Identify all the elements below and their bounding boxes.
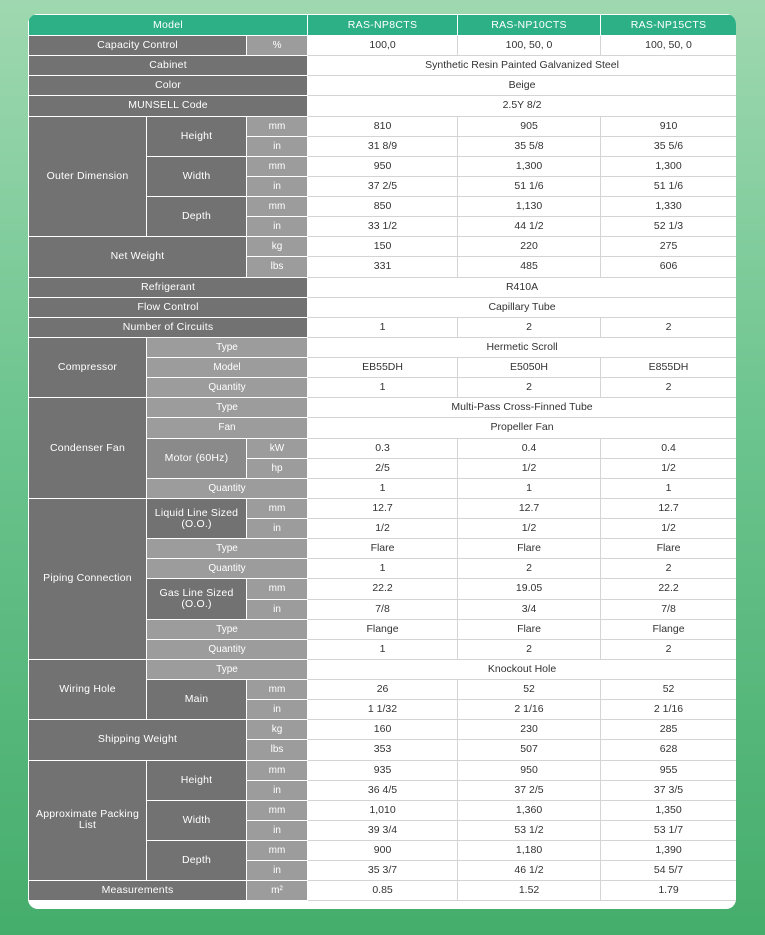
group-label: Condenser Fan [29,398,147,499]
cell-value: 1 [308,559,458,579]
unit-label: in [247,217,308,237]
cell-value: 150 [308,237,458,257]
cell-value: 160 [308,720,458,740]
cell-value: 0.4 [601,438,736,458]
cell-value: 220 [458,237,601,257]
table-row [29,659,737,679]
cell-value: 1/2 [458,458,601,478]
cell-value: 1,330 [601,197,736,217]
sub-label: Type [147,659,308,679]
cell-value: 331 [308,257,458,277]
cell-value: 51 1/6 [601,176,736,196]
cell-value: 275 [601,237,736,257]
cell-value: 100, 50, 0 [458,36,601,56]
unit-label: mm [247,800,308,820]
unit-label: in [247,136,308,156]
cell-value: 39 3/4 [308,820,458,840]
cell-value: 1 [308,639,458,659]
unit-label: mm [247,156,308,176]
sub-label: Fan [147,418,308,438]
cell-value: 1,390 [601,841,736,861]
row-label: Measurements [29,881,247,901]
group-label: Piping Connection [29,498,147,659]
spec-table-container [28,14,736,909]
table-row [29,398,737,418]
cell-value: 52 1/3 [601,217,736,237]
group-label: Wiring Hole [29,659,147,719]
sub-label: Depth [147,841,247,881]
sub-label: Quantity [147,559,308,579]
cell-value: 606 [601,257,736,277]
unit-label: in [247,176,308,196]
row-label: Color [29,76,308,96]
cell-value: 2 1/16 [458,700,601,720]
model-name: RAS-NP8CTS [308,15,458,36]
table-row [29,36,737,56]
cell-value: Beige [308,76,736,96]
table-row [29,337,737,357]
cell-value: 1,360 [458,800,601,820]
cell-value: 19.05 [458,579,601,599]
table-row [29,116,737,136]
sub-label: Type [147,619,308,639]
table-row [29,881,737,901]
cell-value: 0.85 [308,881,458,901]
cell-value: 2 [458,559,601,579]
row-label: Flow Control [29,297,308,317]
cell-value: 22.2 [308,579,458,599]
table-row [29,237,737,257]
cell-value: 285 [601,720,736,740]
cell-value: 2/5 [308,458,458,478]
unit-label: in [247,700,308,720]
row-label: Number of Circuits [29,317,308,337]
cell-value: 1,300 [458,156,601,176]
cell-value: 230 [458,720,601,740]
table-row [29,498,737,518]
cell-value: 1 [458,478,601,498]
sub-label: Gas Line Sized (O.O.) [147,579,247,619]
cell-value: Flare [601,539,736,559]
cell-value: 53 1/7 [601,820,736,840]
cell-value: 1 1/32 [308,700,458,720]
cell-value: 1,180 [458,841,601,861]
cell-value: 1,350 [601,800,736,820]
cell-value: 2 [458,639,601,659]
cell-value: 2 [601,639,736,659]
group-label: Approximate Packing List [29,760,147,881]
cell-value: 12.7 [458,498,601,518]
cell-value: 35 5/6 [601,136,736,156]
cell-value: Synthetic Resin Painted Galvanized Steel [308,56,736,76]
cell-value: 54 5/7 [601,861,736,881]
cell-value: 1,010 [308,800,458,820]
unit-label: kW [247,438,308,458]
sub-label: Type [147,337,308,357]
sub-label: Motor (60Hz) [147,438,247,478]
cell-value: 0.4 [458,438,601,458]
cell-value: 35 5/8 [458,136,601,156]
sub-label: Height [147,116,247,156]
cell-value: 900 [308,841,458,861]
group-label: Compressor [29,337,147,397]
cell-value: 935 [308,760,458,780]
cell-value: Flare [458,619,601,639]
cell-value: 52 [601,680,736,700]
cell-value: Flange [308,619,458,639]
cell-value: 850 [308,197,458,217]
row-label: Capacity Control [29,36,247,56]
sub-label: Quantity [147,478,308,498]
unit-label: in [247,820,308,840]
cell-value: 955 [601,760,736,780]
cell-value: 37 2/5 [308,176,458,196]
model-name: RAS-NP15CTS [601,15,736,36]
cell-value: 12.7 [308,498,458,518]
cell-value: 51 1/6 [458,176,601,196]
cell-value: 2.5Y 8/2 [308,96,736,116]
cell-value: 7/8 [308,599,458,619]
cell-value: 37 2/5 [458,780,601,800]
cell-value: 950 [458,760,601,780]
unit-label: lbs [247,740,308,760]
header-row [29,15,737,36]
cell-value: 44 1/2 [458,217,601,237]
header-model-label: Model [29,15,308,36]
table-row [29,56,737,76]
cell-value: 628 [601,740,736,760]
cell-value: 1 [308,317,458,337]
group-label: Shipping Weight [29,720,247,760]
cell-value: Capillary Tube [308,297,736,317]
unit-label: in [247,599,308,619]
cell-value: 2 [601,559,736,579]
cell-value: 46 1/2 [458,861,601,881]
unit-label: mm [247,579,308,599]
unit-label: lbs [247,257,308,277]
cell-value: Flare [458,539,601,559]
table-row [29,317,737,337]
cell-value: 1/2 [601,519,736,539]
cell-value: 2 [601,378,736,398]
spec-table [28,14,736,901]
row-label: MUNSELL Code [29,96,308,116]
cell-value: 1.52 [458,881,601,901]
cell-value: 12.7 [601,498,736,518]
unit-label: hp [247,458,308,478]
sub-label: Model [147,358,308,378]
unit-label: in [247,780,308,800]
cell-value: 22.2 [601,579,736,599]
unit-label: mm [247,760,308,780]
cell-value: Hermetic Scroll [308,337,736,357]
cell-value: 1/2 [601,458,736,478]
cell-value: 7/8 [601,599,736,619]
unit-label: in [247,861,308,881]
cell-value: Flare [308,539,458,559]
cell-value: 1 [308,478,458,498]
sub-label: Main [147,680,247,720]
unit-label: mm [247,841,308,861]
cell-value: 1 [308,378,458,398]
sub-label: Height [147,760,247,800]
unit-label: mm [247,498,308,518]
group-label: Outer Dimension [29,116,147,237]
cell-value: Flange [601,619,736,639]
sub-label: Quantity [147,378,308,398]
unit-label: mm [247,197,308,217]
cell-value: 353 [308,740,458,760]
cell-value: Propeller Fan [308,418,736,438]
cell-value: 100,0 [308,36,458,56]
cell-value: 507 [458,740,601,760]
cell-value: 910 [601,116,736,136]
cell-value: 1,300 [601,156,736,176]
cell-value: R410A [308,277,736,297]
sub-label: Type [147,539,308,559]
row-label: Cabinet [29,56,308,76]
cell-value: 35 3/7 [308,861,458,881]
cell-value: Multi-Pass Cross-Finned Tube [308,398,736,418]
model-name: RAS-NP10CTS [458,15,601,36]
unit-label: mm [247,680,308,700]
sub-label: Liquid Line Sized (O.O.) [147,498,247,538]
cell-value: 52 [458,680,601,700]
cell-value: 31 8/9 [308,136,458,156]
table-row [29,760,737,780]
sub-label: Type [147,398,308,418]
cell-value: 0.3 [308,438,458,458]
cell-value: EB55DH [308,358,458,378]
table-row [29,277,737,297]
unit-label: kg [247,720,308,740]
cell-value: 3/4 [458,599,601,619]
table-row [29,720,737,740]
cell-value: 26 [308,680,458,700]
cell-value: 2 [458,317,601,337]
cell-value: 1.79 [601,881,736,901]
cell-value: 2 [601,317,736,337]
unit-label: % [247,36,308,56]
table-row [29,76,737,96]
cell-value: 1/2 [458,519,601,539]
cell-value: 53 1/2 [458,820,601,840]
sub-label: Width [147,800,247,840]
cell-value: 905 [458,116,601,136]
unit-label: m² [247,881,308,901]
sub-label: Depth [147,197,247,237]
cell-value: E855DH [601,358,736,378]
unit-label: kg [247,237,308,257]
table-row [29,297,737,317]
cell-value: Knockout Hole [308,659,736,679]
cell-value: 37 3/5 [601,780,736,800]
cell-value: 485 [458,257,601,277]
unit-label: in [247,519,308,539]
group-label: Net Weight [29,237,247,277]
cell-value: 1 [601,478,736,498]
cell-value: E5050H [458,358,601,378]
sub-label: Width [147,156,247,196]
cell-value: 33 1/2 [308,217,458,237]
table-row [29,96,737,116]
cell-value: 950 [308,156,458,176]
cell-value: 1/2 [308,519,458,539]
unit-label: mm [247,116,308,136]
cell-value: 100, 50, 0 [601,36,736,56]
cell-value: 2 1/16 [601,700,736,720]
cell-value: 810 [308,116,458,136]
sub-label: Quantity [147,639,308,659]
cell-value: 2 [458,378,601,398]
cell-value: 1,130 [458,197,601,217]
row-label: Refrigerant [29,277,308,297]
cell-value: 36 4/5 [308,780,458,800]
